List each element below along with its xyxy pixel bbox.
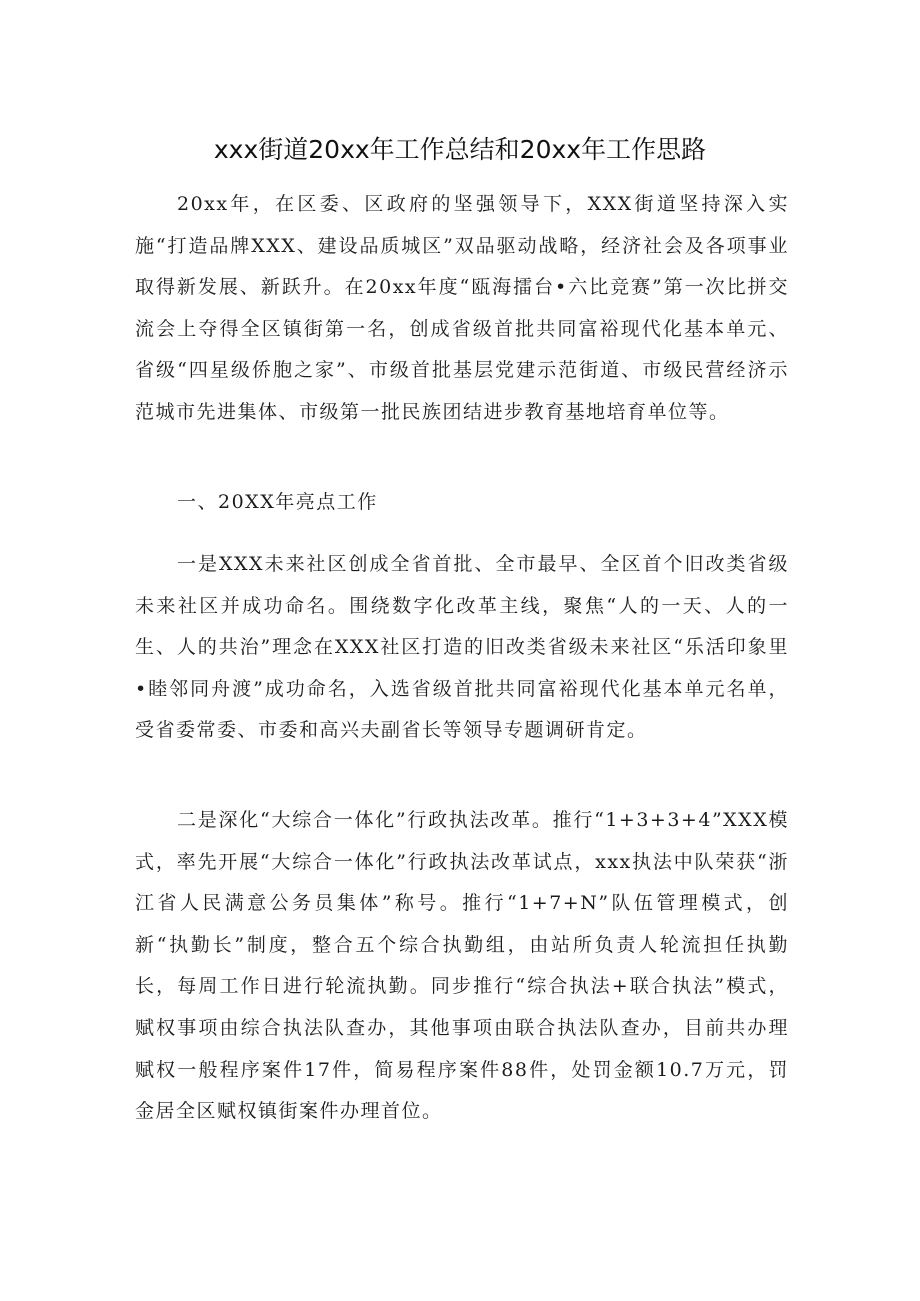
intro-paragraph: 20xx年，在区委、区政府的坚强领导下，XXX街道坚持深入实施“打造品牌XXX、建设品质城区”双品驱动战略，经济社会及各项事业取得新发展、新跃升。在20xx年度“瓯海擂台•六比竞赛”第一次比拼交流会上夺得全区镇街第一名，创成省级首批共同富裕现代化基本单元、省级“四星级侨胞之家”、市级首批基层党建示范街道、市级民营经济示范城市先进集体、市级第一批民族团结进步教育基地培育单位等。 bbox=[135, 193, 789, 423]
paragraph-law-enforcement-reform: 二是深化“大综合一体化”行政执法改革。推行“1+3+3+4”XXX模式，率先开展“大综合一体化”行政执法改革试点，xxx执法中队荣获“浙江省人民满意公务员集体”称号。推行“1+7+N”队伍管理模式，创新“执勤长”制度，整合五个综合执勤组，由站所负责人轮流担任执勤长，每周工作日进行轮流执勤。同步推行“综合执法+联合执法”模式，赋权事项由综合执法队查办，其他事项由联合执法队查办，目前共办理赋权一般程序案件17件，简易程序案件88件，处罚金额10.7万元，罚金居全区赋权镇街案件办理首位。 bbox=[135, 809, 789, 1123]
document-title: xxx街道20xx年工作总结和20xx年工作思路 bbox=[213, 135, 707, 164]
paragraph-future-community: 一是XXX未来社区创成全省首批、全市最早、全区首个旧改类省级未来社区并成功命名。围绕数字化改革主线，聚焦“人的一天、人的一生、人的共治”理念在XXX社区打造的旧改类省级未来社区“乐活印象里•睦邻同舟渡”成功命名，入选省级首批共同富裕现代化基本单元名单，受省委常委、市委和高兴夫副省长等领导专题调研肯定。 bbox=[135, 553, 789, 742]
section-heading: 一、20XX年亮点工作 bbox=[177, 491, 378, 513]
